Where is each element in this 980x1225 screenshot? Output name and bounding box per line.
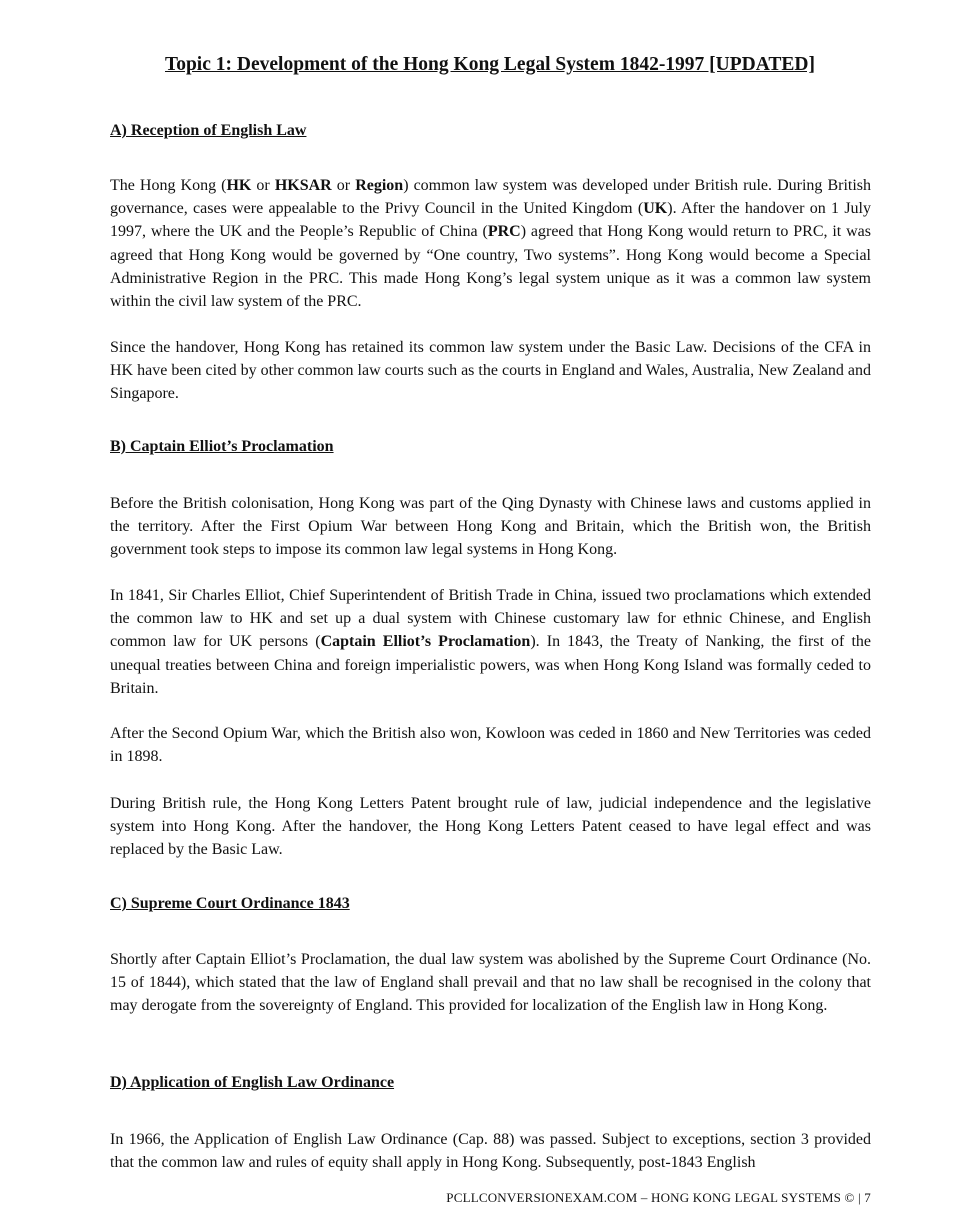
text-run: ). After the handover on 1 July 1997, where the UK and the People’s Republic of China (	[110, 200, 871, 241]
page-footer: PCLLCONVERSIONEXAM.COM – HONG KONG LEGAL SYSTEMS © | 7	[446, 1190, 871, 1205]
text-run: The Hong Kong (	[110, 177, 227, 194]
text-run: In 1966, the Application of English Law Ordinance (Cap. 88) was passed. Subject to exceptions, section 3 provided that the common law and rules of equity shall apply in Hong Kong. Subsequently, post-1843 English	[110, 1131, 871, 1172]
text-run: After the Second Opium War, which the British also won, Kowloon was ceded in 1860 and New Territories was ceded in 1898.	[110, 725, 871, 766]
text-run: Shortly after Captain Elliot’s Proclamation, the dual law system was abolished by the Supreme Court Ordinance (No. 15 of 1844), which stated that the law of England shall prevail and that no law shall be recognised in the colony that may derogate from the sovereignty of England. This provided for localization of the English law in Hong Kong.	[110, 951, 871, 1015]
paragraph	[110, 722, 871, 768]
bold-term: HK	[226, 177, 252, 194]
section-heading-a: A) Reception of English Law	[110, 122, 307, 139]
paragraph	[110, 948, 871, 1018]
section-heading-c: C) Supreme Court Ordinance 1843	[110, 895, 350, 912]
text-run: or	[331, 177, 356, 194]
bold-term: PRC	[487, 223, 521, 241]
text-run: ). In 1843, the Treaty of Nanking, the first of the unequal treaties between China and foreign imperialistic powers, was when Hong Kong Island was formally ceded to Britain.	[110, 633, 871, 697]
bold-term: UK	[643, 200, 668, 218]
text-run: During British rule, the Hong Kong Letters Patent brought rule of law, judicial independence and the legislative system into Hong Kong. After the handover, the Hong Kong Letters Patent ceased to have legal effect and was replaced by the Basic Law.	[110, 795, 871, 859]
bold-term: Captain Elliot’s Proclamation	[320, 633, 531, 651]
paragraph	[110, 1128, 871, 1174]
section-heading-b: B) Captain Elliot’s Proclamation	[110, 438, 334, 455]
text-run: ) agreed that Hong Kong would return to PRC, it was agreed that Hong Kong would be governed by “One country, Two systems”. Hong Kong would become a Special Administrative Region in the PRC. This made Hong Kong’s legal system unique as it was a common law system within the civil law system of the PRC.	[110, 223, 871, 311]
bold-term: Region	[355, 177, 404, 194]
paragraph	[110, 336, 871, 406]
paragraph	[110, 492, 871, 562]
paragraph	[110, 174, 871, 313]
text-run: Since the handover, Hong Kong has retained its common law system under the Basic Law. Decisions of the CFA in HK have been cited by other common law courts such as the courts in England and Wales, Australia, New Zealand and Singapore.	[110, 339, 871, 403]
page-title: Topic 1: Development of the Hong Kong Legal System 1842-1997 [UPDATED]	[165, 54, 815, 75]
text-run: ) common law system was developed under British rule. During British governance, cases were appealable to the Privy Council in the United Kingdom (	[110, 177, 872, 218]
paragraph	[110, 584, 871, 700]
text-run: In 1841, Sir Charles Elliot, Chief Superintendent of British Trade in China, issued two proclamations which extended the common law to HK and set up a dual system with Chinese customary law for ethnic Chinese, and English common law for UK persons (	[110, 587, 871, 651]
text-run: or	[251, 177, 275, 194]
bold-term: HKSAR	[274, 177, 332, 194]
section-heading-d: D) Application of English Law Ordinance	[110, 1074, 395, 1091]
text-run: Before the British colonisation, Hong Kong was part of the Qing Dynasty with Chinese laws and customs applied in the territory. After the First Opium War between Hong Kong and Britain, which the British won, the British government took steps to impose its common law legal systems in Hong Kong.	[110, 495, 871, 559]
paragraph	[110, 792, 871, 862]
